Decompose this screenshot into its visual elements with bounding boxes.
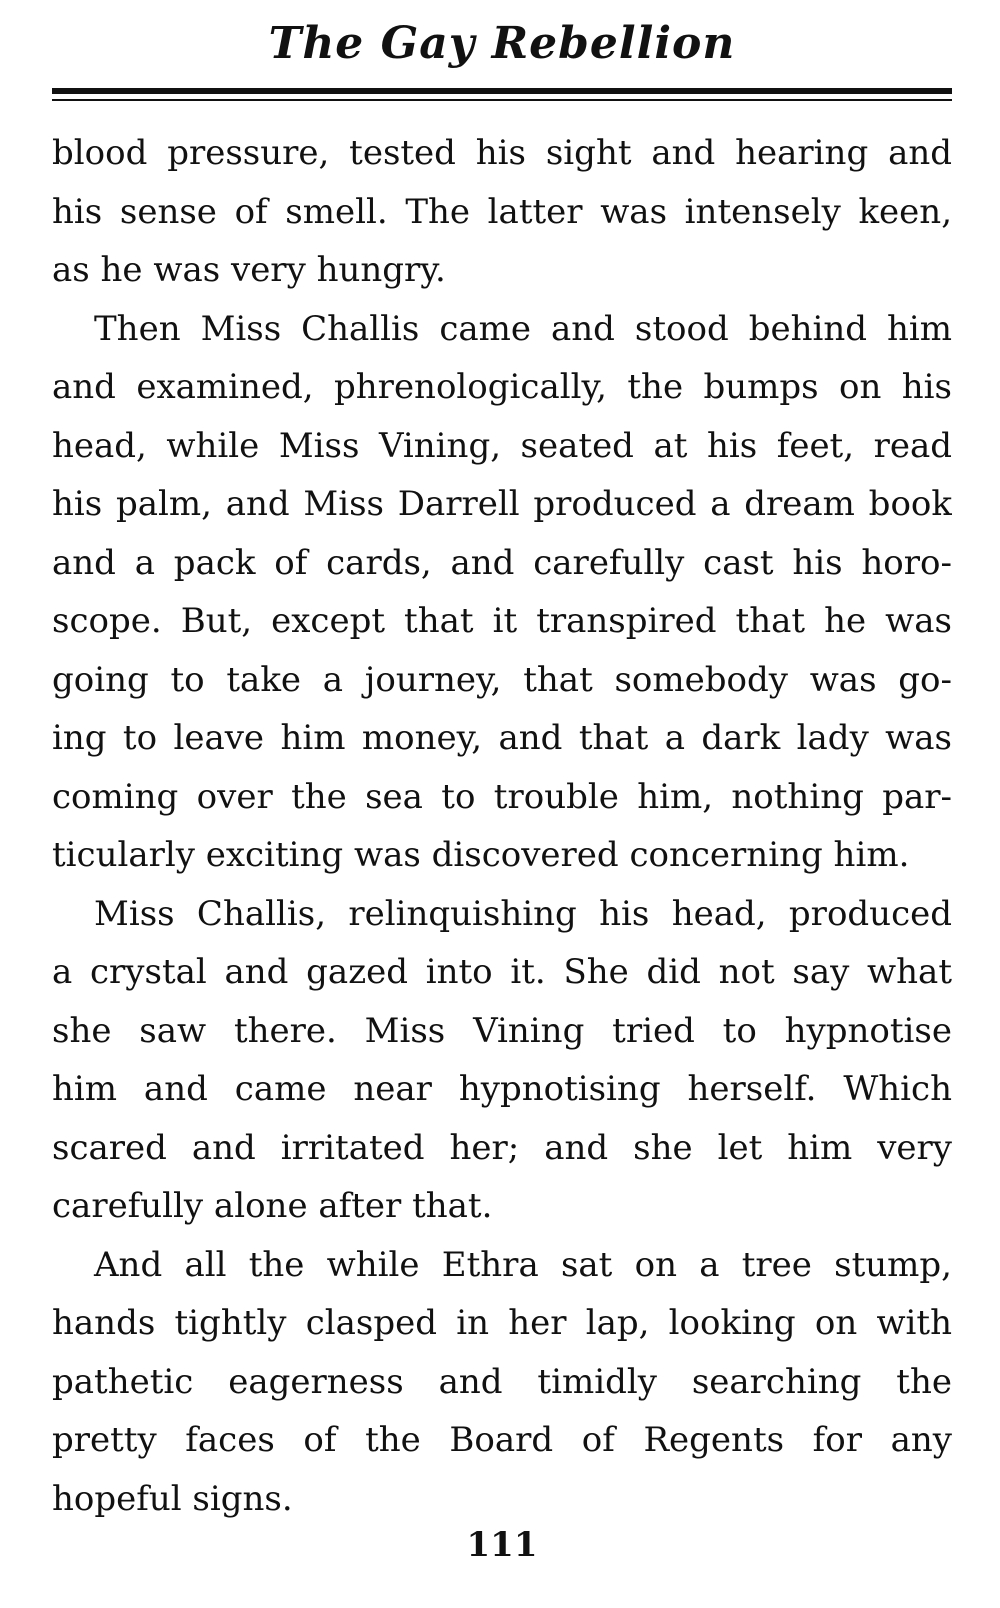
text-line: and a pack of cards, and carefully cast his horo-: [52, 542, 952, 583]
paragraph-first-line: Miss Challis, relinquishing his head, produced: [94, 893, 952, 934]
text-line: as he was very hungry.: [52, 250, 446, 290]
text-line: scared and irritated her; and she let him very: [52, 1127, 952, 1168]
text-line: ticularly exciting was discovered concerning him.: [52, 835, 910, 875]
text-line: his palm, and Miss Darrell produced a dream book: [52, 484, 952, 524]
header-rule-thin: [52, 99, 952, 101]
text-line: coming over the sea to trouble him, nothing par-: [52, 776, 952, 817]
text-line: pretty faces of the Board of Regents for any: [52, 1420, 952, 1460]
body-text: [52, 124, 952, 1528]
text-line: ing to leave him money, and that a dark lady was: [52, 718, 952, 758]
text-line: she saw there. Miss Vining tried to hypnotise: [52, 1010, 952, 1051]
text-line: pathetic eagerness and timidly searching the: [52, 1361, 952, 1402]
text-line: his sense of smell. The latter was intensely keen,: [52, 191, 952, 232]
text-line: going to take a journey, that somebody was go-: [52, 659, 952, 700]
text-line: a crystal and gazed into it. She did not say what: [52, 952, 952, 992]
text-line: head, while Miss Vining, seated at his feet, read: [52, 425, 952, 466]
text-line: carefully alone after that.: [52, 1186, 493, 1226]
paragraph-first-line: And all the while Ethra sat on a tree stump,: [94, 1244, 952, 1285]
text-line: hands tightly clasped in her lap, looking on with: [52, 1303, 952, 1343]
text-line: hopeful signs.: [52, 1478, 293, 1519]
page-number: 111: [466, 1525, 538, 1565]
header-rule-thick: [52, 88, 952, 94]
book-page: [52, 0, 952, 1608]
text-line: blood pressure, tested his sight and hearing and: [52, 133, 952, 173]
text-line: and examined, phrenologically, the bumps on his: [52, 367, 952, 407]
text-line: him and came near hypnotising herself. Which: [52, 1069, 952, 1109]
text-line: scope. But, except that it transpired that he was: [52, 601, 952, 641]
running-title: The Gay Rebellion: [268, 18, 736, 69]
paragraph-first-line: Then Miss Challis came and stood behind him: [94, 308, 952, 349]
